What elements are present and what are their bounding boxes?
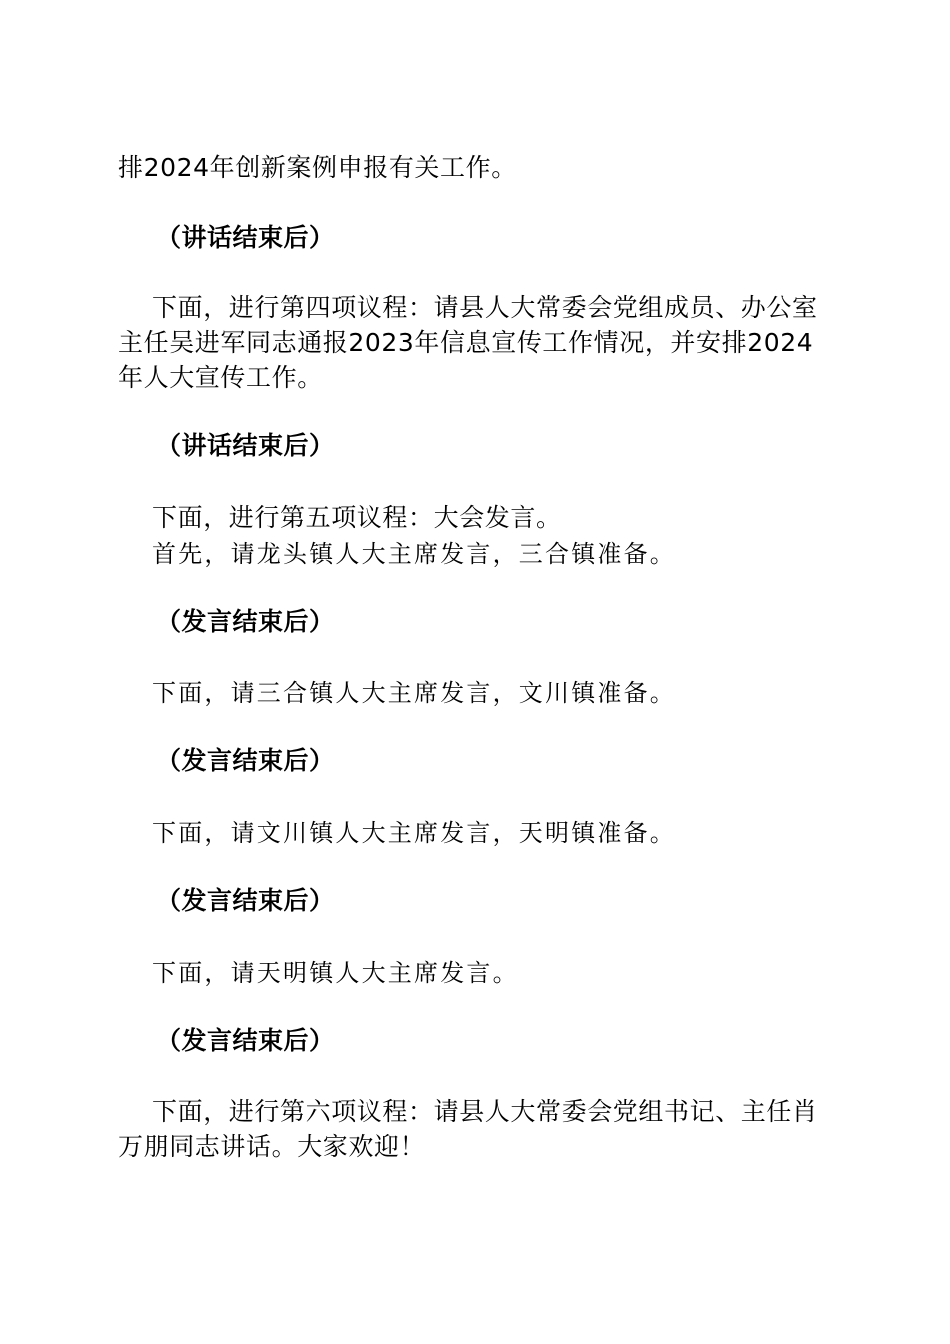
paragraph-line: 排2024年创新案例申报有关工作。 — [118, 153, 517, 182]
stage-note: （发言结束后） — [156, 746, 335, 775]
speaker-order-line: 下面，请天明镇人大主席发言。 — [152, 959, 519, 987]
speaker-order-line: 下面，请文川镇人大主席发言，天明镇准备。 — [152, 819, 676, 847]
stage-note: （发言结束后） — [156, 886, 335, 915]
stage-note: （讲话结束后） — [156, 223, 335, 252]
stage-note: （发言结束后） — [156, 607, 335, 636]
stage-note: （讲话结束后） — [156, 431, 335, 460]
agenda-item-four-line-2: 主任吴进军同志通报2023年信息宣传工作情况，并安排2024 — [118, 328, 814, 357]
agenda-item-six-line-2: 万朋同志讲话。大家欢迎！ — [118, 1132, 426, 1161]
agenda-item-four-line-3: 年人大宣传工作。 — [118, 363, 323, 392]
agenda-item-four-line-1: 下面，进行第四项议程：请县人大常委会党组成员、办公室 — [152, 293, 818, 322]
speaker-order-line: 首先，请龙头镇人大主席发言，三合镇准备。 — [152, 540, 676, 568]
agenda-item-five: 下面，进行第五项议程：大会发言。 — [152, 503, 562, 532]
agenda-item-six-line-1: 下面，进行第六项议程：请县人大常委会党组书记、主任肖 — [152, 1097, 818, 1126]
speaker-order-line: 下面，请三合镇人大主席发言，文川镇准备。 — [152, 679, 676, 707]
stage-note: （发言结束后） — [156, 1026, 335, 1055]
